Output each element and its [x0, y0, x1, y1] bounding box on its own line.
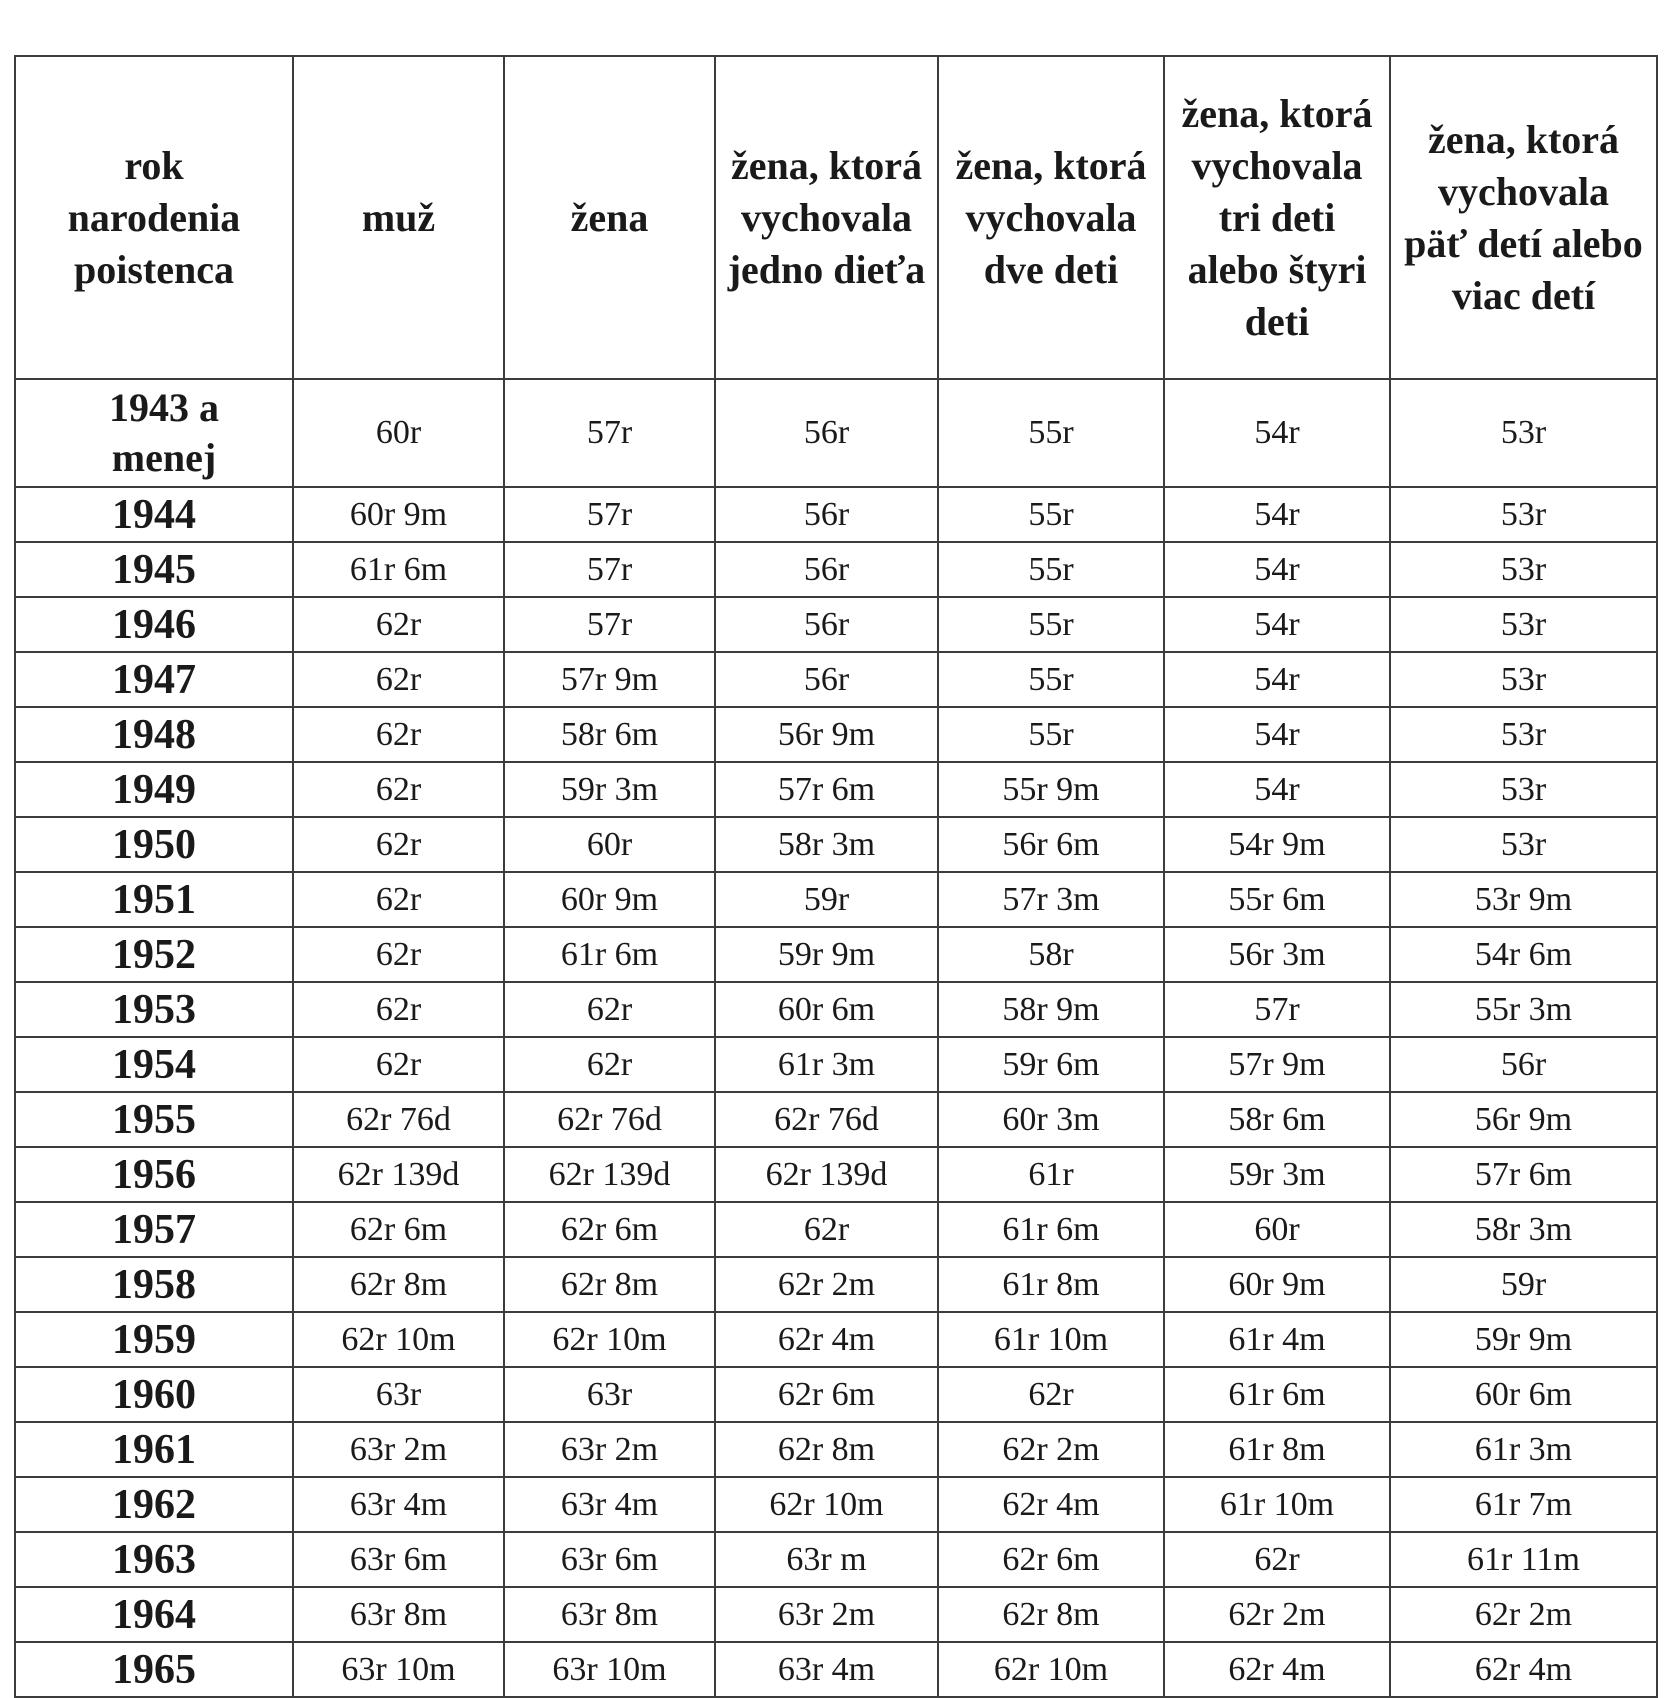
cell-birth-year: 1943 a menej	[15, 379, 293, 487]
cell-woman-one-child: 59r	[715, 872, 938, 927]
table-row	[15, 1312, 1657, 1367]
cell-birth-year: 1957	[15, 1202, 293, 1257]
cell-woman: 63r	[504, 1367, 715, 1422]
cell-woman-three-four-children: 60r 9m	[1164, 1257, 1390, 1312]
cell-birth-year: 1951	[15, 872, 293, 927]
cell-birth-year: 1961	[15, 1422, 293, 1477]
cell-woman-two-children: 59r 6m	[938, 1037, 1164, 1092]
table-row	[15, 1422, 1657, 1477]
cell-woman-one-child: 62r 10m	[715, 1477, 938, 1532]
cell-man: 63r 10m	[293, 1642, 504, 1697]
cell-woman: 63r 2m	[504, 1422, 715, 1477]
cell-woman-three-four-children: 55r 6m	[1164, 872, 1390, 927]
cell-woman: 59r 3m	[504, 762, 715, 817]
cell-woman-three-four-children: 61r 8m	[1164, 1422, 1390, 1477]
cell-man: 63r 6m	[293, 1532, 504, 1587]
table-row	[15, 487, 1657, 542]
header-woman-five-plus-children: žena, ktorá vychovala päť detí alebo viac detí	[1390, 56, 1657, 379]
cell-woman-five-plus-children: 55r 3m	[1390, 982, 1657, 1037]
table-row	[15, 1532, 1657, 1587]
header-birth-year: rok narodenia poistenca	[15, 56, 293, 379]
cell-man: 63r	[293, 1367, 504, 1422]
cell-woman-five-plus-children: 53r	[1390, 817, 1657, 872]
cell-woman: 62r 10m	[504, 1312, 715, 1367]
cell-woman: 63r 8m	[504, 1587, 715, 1642]
cell-woman-one-child: 57r 6m	[715, 762, 938, 817]
cell-man: 62r 139d	[293, 1147, 504, 1202]
cell-birth-year: 1955	[15, 1092, 293, 1147]
cell-woman-two-children: 62r 8m	[938, 1587, 1164, 1642]
table-row	[15, 542, 1657, 597]
table-row	[15, 597, 1657, 652]
cell-woman-one-child: 62r 76d	[715, 1092, 938, 1147]
cell-birth-year: 1964	[15, 1587, 293, 1642]
cell-birth-year: 1965	[15, 1642, 293, 1697]
cell-man: 61r 6m	[293, 542, 504, 597]
cell-woman-two-children: 62r	[938, 1367, 1164, 1422]
cell-woman-five-plus-children: 53r	[1390, 762, 1657, 817]
cell-woman-two-children: 55r	[938, 487, 1164, 542]
table-row	[15, 762, 1657, 817]
cell-woman-two-children: 60r 3m	[938, 1092, 1164, 1147]
cell-man: 62r	[293, 1037, 504, 1092]
cell-woman: 63r 10m	[504, 1642, 715, 1697]
cell-woman-two-children: 55r	[938, 652, 1164, 707]
cell-birth-year: 1959	[15, 1312, 293, 1367]
cell-birth-year: 1958	[15, 1257, 293, 1312]
cell-woman-one-child: 60r 6m	[715, 982, 938, 1037]
cell-man: 62r 8m	[293, 1257, 504, 1312]
cell-woman-two-children: 55r	[938, 542, 1164, 597]
cell-man: 62r	[293, 927, 504, 982]
cell-woman-one-child: 63r 4m	[715, 1642, 938, 1697]
cell-birth-year: 1952	[15, 927, 293, 982]
cell-woman-one-child: 56r	[715, 379, 938, 487]
cell-woman-one-child: 56r 9m	[715, 707, 938, 762]
cell-woman-one-child: 58r 3m	[715, 817, 938, 872]
cell-man: 62r	[293, 762, 504, 817]
cell-woman-five-plus-children: 60r 6m	[1390, 1367, 1657, 1422]
cell-woman-two-children: 58r 9m	[938, 982, 1164, 1037]
cell-woman: 62r 6m	[504, 1202, 715, 1257]
retirement-age-table	[14, 55, 1658, 1698]
cell-woman-one-child: 62r 8m	[715, 1422, 938, 1477]
cell-birth-year: 1963	[15, 1532, 293, 1587]
cell-woman-three-four-children: 61r 4m	[1164, 1312, 1390, 1367]
cell-birth-year: 1949	[15, 762, 293, 817]
table-row	[15, 872, 1657, 927]
cell-woman: 57r	[504, 487, 715, 542]
header-row	[15, 56, 1657, 379]
cell-man: 63r 2m	[293, 1422, 504, 1477]
retirement-age-table-container	[14, 55, 1656, 1698]
cell-woman-two-children: 61r 10m	[938, 1312, 1164, 1367]
cell-woman-three-four-children: 61r 10m	[1164, 1477, 1390, 1532]
cell-woman-three-four-children: 58r 6m	[1164, 1092, 1390, 1147]
cell-woman-one-child: 56r	[715, 542, 938, 597]
table-row	[15, 1037, 1657, 1092]
cell-birth-year: 1948	[15, 707, 293, 762]
cell-man: 62r	[293, 872, 504, 927]
cell-woman-three-four-children: 56r 3m	[1164, 927, 1390, 982]
cell-woman-two-children: 55r	[938, 597, 1164, 652]
cell-birth-year: 1945	[15, 542, 293, 597]
cell-woman-two-children: 55r 9m	[938, 762, 1164, 817]
cell-woman-three-four-children: 62r 2m	[1164, 1587, 1390, 1642]
header-woman-two-children: žena, ktorá vychovala dve deti	[938, 56, 1164, 379]
cell-man: 62r	[293, 707, 504, 762]
table-row	[15, 1257, 1657, 1312]
cell-birth-year: 1962	[15, 1477, 293, 1532]
cell-woman-five-plus-children: 54r 6m	[1390, 927, 1657, 982]
cell-woman-three-four-children: 54r	[1164, 379, 1390, 487]
cell-woman-five-plus-children: 53r	[1390, 542, 1657, 597]
cell-woman-two-children: 55r	[938, 379, 1164, 487]
cell-man: 63r 8m	[293, 1587, 504, 1642]
cell-woman-one-child: 59r 9m	[715, 927, 938, 982]
table-row	[15, 1587, 1657, 1642]
cell-woman: 57r 9m	[504, 652, 715, 707]
cell-woman-three-four-children: 54r	[1164, 762, 1390, 817]
cell-woman-five-plus-children: 53r	[1390, 379, 1657, 487]
table-row	[15, 982, 1657, 1037]
cell-man: 63r 4m	[293, 1477, 504, 1532]
cell-woman-three-four-children: 54r	[1164, 487, 1390, 542]
cell-woman: 57r	[504, 542, 715, 597]
cell-woman: 60r	[504, 817, 715, 872]
cell-woman-one-child: 61r 3m	[715, 1037, 938, 1092]
cell-woman-five-plus-children: 53r	[1390, 597, 1657, 652]
cell-woman-two-children: 62r 4m	[938, 1477, 1164, 1532]
table-row	[15, 652, 1657, 707]
cell-woman-two-children: 62r 2m	[938, 1422, 1164, 1477]
cell-woman-two-children: 61r	[938, 1147, 1164, 1202]
header-man: muž	[293, 56, 504, 379]
cell-man: 62r	[293, 982, 504, 1037]
cell-woman-one-child: 62r 2m	[715, 1257, 938, 1312]
cell-woman-five-plus-children: 61r 7m	[1390, 1477, 1657, 1532]
cell-woman-five-plus-children: 62r 2m	[1390, 1587, 1657, 1642]
cell-woman-three-four-children: 54r	[1164, 707, 1390, 762]
cell-birth-year: 1947	[15, 652, 293, 707]
cell-woman-three-four-children: 62r 4m	[1164, 1642, 1390, 1697]
cell-woman-five-plus-children: 56r 9m	[1390, 1092, 1657, 1147]
cell-man: 62r 6m	[293, 1202, 504, 1257]
cell-woman-five-plus-children: 53r	[1390, 487, 1657, 542]
cell-woman: 57r	[504, 597, 715, 652]
header-woman-three-four-children: žena, ktorá vychovala tri deti alebo štyri deti	[1164, 56, 1390, 379]
cell-woman: 63r 6m	[504, 1532, 715, 1587]
table-row	[15, 1147, 1657, 1202]
cell-woman-five-plus-children: 61r 11m	[1390, 1532, 1657, 1587]
cell-woman: 62r	[504, 1037, 715, 1092]
cell-woman-three-four-children: 57r 9m	[1164, 1037, 1390, 1092]
table-row	[15, 707, 1657, 762]
cell-man: 60r	[293, 379, 504, 487]
cell-woman-one-child: 56r	[715, 652, 938, 707]
cell-birth-year: 1954	[15, 1037, 293, 1092]
cell-woman-two-children: 58r	[938, 927, 1164, 982]
cell-woman: 58r 6m	[504, 707, 715, 762]
table-row	[15, 927, 1657, 982]
cell-woman-five-plus-children: 62r 4m	[1390, 1642, 1657, 1697]
cell-woman-five-plus-children: 59r 9m	[1390, 1312, 1657, 1367]
cell-woman-five-plus-children: 53r	[1390, 652, 1657, 707]
cell-woman-three-four-children: 62r	[1164, 1532, 1390, 1587]
cell-man: 62r	[293, 597, 504, 652]
cell-woman-three-four-children: 61r 6m	[1164, 1367, 1390, 1422]
cell-woman: 60r 9m	[504, 872, 715, 927]
cell-man: 62r	[293, 652, 504, 707]
cell-woman: 62r 139d	[504, 1147, 715, 1202]
table-row	[15, 1642, 1657, 1697]
cell-woman-one-child: 62r 4m	[715, 1312, 938, 1367]
cell-woman: 61r 6m	[504, 927, 715, 982]
cell-woman: 62r 8m	[504, 1257, 715, 1312]
cell-man: 62r 10m	[293, 1312, 504, 1367]
cell-woman: 62r 76d	[504, 1092, 715, 1147]
cell-woman-three-four-children: 54r 9m	[1164, 817, 1390, 872]
table-row	[15, 1202, 1657, 1257]
cell-birth-year: 1960	[15, 1367, 293, 1422]
cell-woman-two-children: 62r 10m	[938, 1642, 1164, 1697]
table-row	[15, 817, 1657, 872]
cell-birth-year: 1946	[15, 597, 293, 652]
cell-birth-year: 1953	[15, 982, 293, 1037]
cell-man: 62r	[293, 817, 504, 872]
cell-woman-five-plus-children: 58r 3m	[1390, 1202, 1657, 1257]
cell-woman-five-plus-children: 57r 6m	[1390, 1147, 1657, 1202]
cell-woman-two-children: 61r 6m	[938, 1202, 1164, 1257]
cell-woman-one-child: 63r m	[715, 1532, 938, 1587]
cell-man: 60r 9m	[293, 487, 504, 542]
cell-woman-one-child: 62r	[715, 1202, 938, 1257]
cell-woman-three-four-children: 54r	[1164, 542, 1390, 597]
cell-woman-one-child: 63r 2m	[715, 1587, 938, 1642]
cell-woman-three-four-children: 54r	[1164, 652, 1390, 707]
cell-woman-five-plus-children: 59r	[1390, 1257, 1657, 1312]
header-woman: žena	[504, 56, 715, 379]
cell-woman-two-children: 62r 6m	[938, 1532, 1164, 1587]
cell-woman-two-children: 61r 8m	[938, 1257, 1164, 1312]
table-row	[15, 379, 1657, 487]
cell-birth-year: 1944	[15, 487, 293, 542]
table-row	[15, 1092, 1657, 1147]
table-row	[15, 1477, 1657, 1532]
cell-woman-three-four-children: 54r	[1164, 597, 1390, 652]
cell-birth-year: 1950	[15, 817, 293, 872]
cell-man: 62r 76d	[293, 1092, 504, 1147]
cell-woman-three-four-children: 57r	[1164, 982, 1390, 1037]
cell-woman-five-plus-children: 53r 9m	[1390, 872, 1657, 927]
cell-birth-year: 1956	[15, 1147, 293, 1202]
table-row	[15, 1367, 1657, 1422]
cell-woman-five-plus-children: 61r 3m	[1390, 1422, 1657, 1477]
header-woman-one-child: žena, ktorá vychovala jedno dieťa	[715, 56, 938, 379]
cell-woman-one-child: 56r	[715, 487, 938, 542]
table-body	[15, 379, 1657, 1697]
cell-woman: 63r 4m	[504, 1477, 715, 1532]
cell-woman-three-four-children: 60r	[1164, 1202, 1390, 1257]
cell-woman-five-plus-children: 56r	[1390, 1037, 1657, 1092]
cell-woman-one-child: 62r 6m	[715, 1367, 938, 1422]
cell-woman: 62r	[504, 982, 715, 1037]
cell-woman-one-child: 56r	[715, 597, 938, 652]
cell-woman: 57r	[504, 379, 715, 487]
cell-woman-two-children: 56r 6m	[938, 817, 1164, 872]
cell-woman-two-children: 55r	[938, 707, 1164, 762]
cell-woman-one-child: 62r 139d	[715, 1147, 938, 1202]
cell-woman-five-plus-children: 53r	[1390, 707, 1657, 762]
cell-woman-three-four-children: 59r 3m	[1164, 1147, 1390, 1202]
cell-woman-two-children: 57r 3m	[938, 872, 1164, 927]
